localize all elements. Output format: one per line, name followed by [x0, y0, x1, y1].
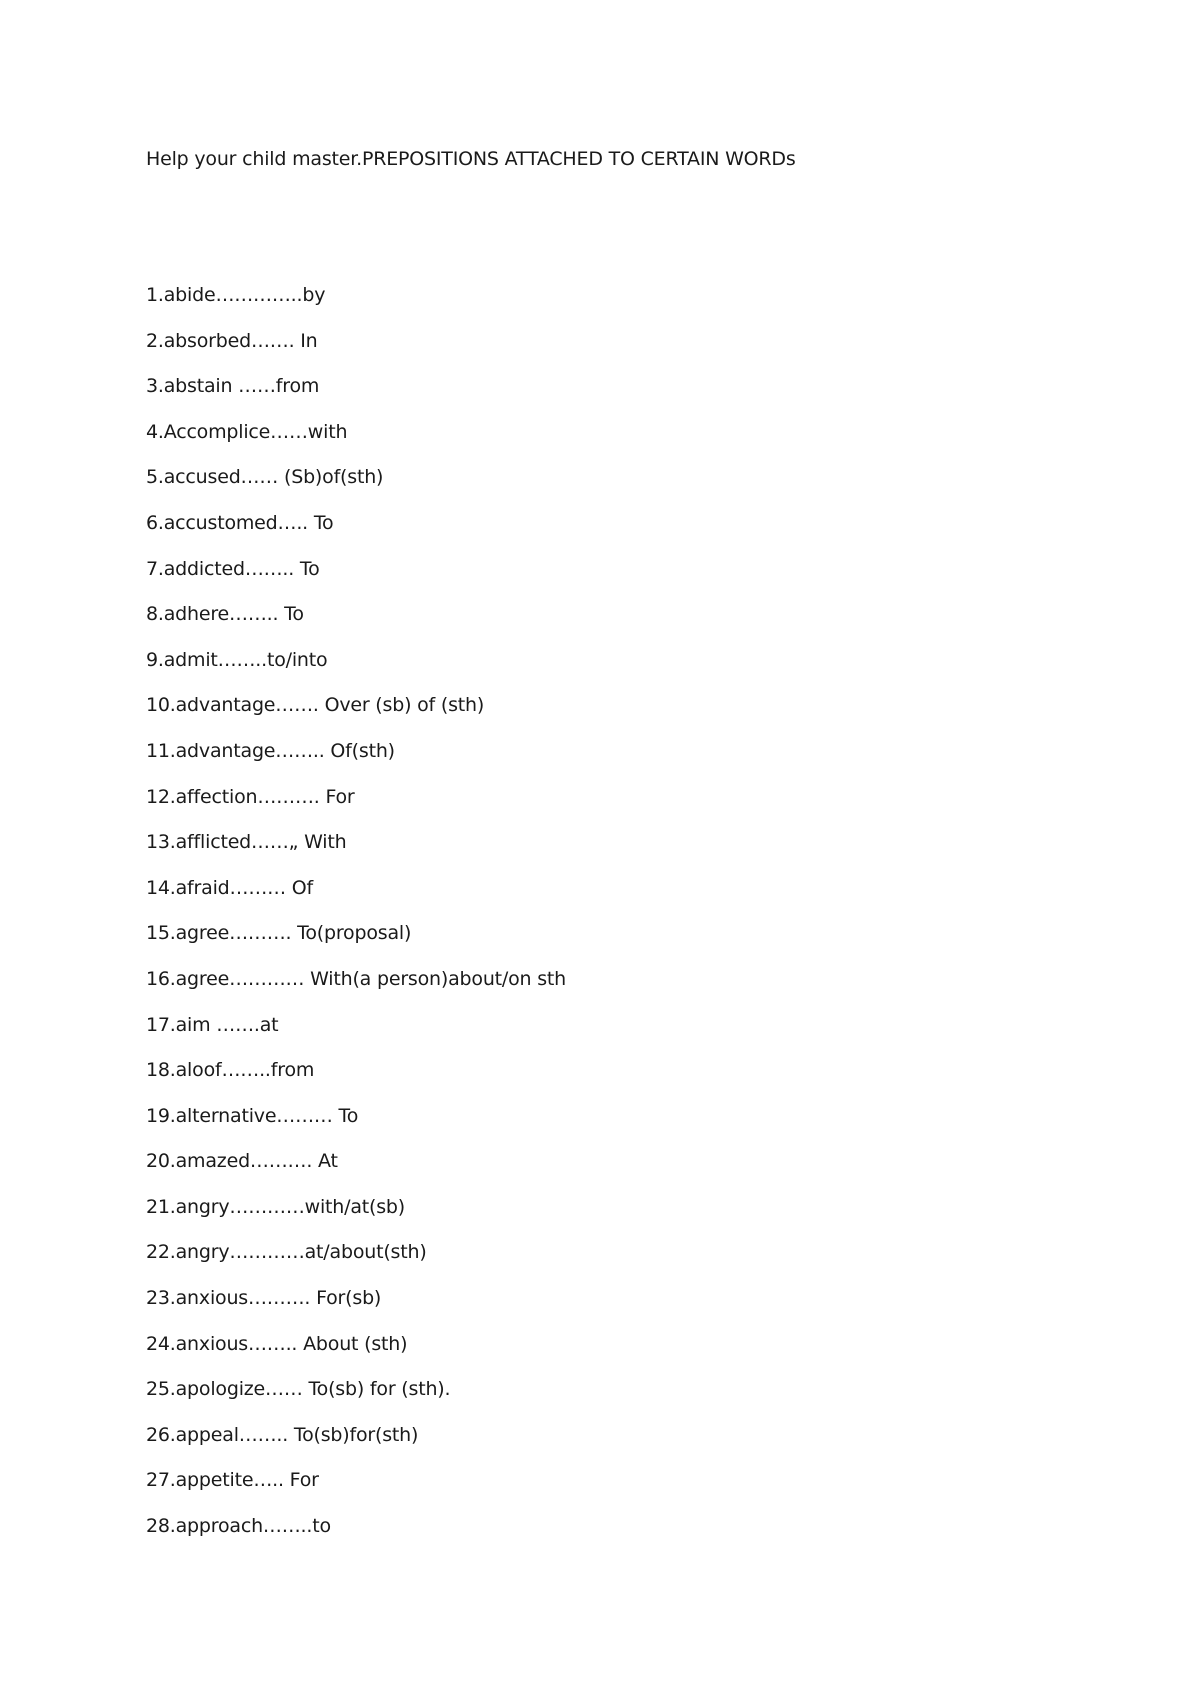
preposition-list	[146, 283, 566, 1560]
list-item: 6.accustomed….. To	[146, 511, 334, 534]
list-item: 1.abide…………..by	[146, 284, 326, 306]
list-item: 25.apologize…… To(sb) for (sth).	[146, 1378, 451, 1401]
list-item: 12.affection………. For	[146, 785, 355, 808]
list-item: 21.angry…………with/at(sb)	[146, 1195, 406, 1218]
list-item: 7.addicted…….. To	[146, 557, 320, 580]
list-item: 23.anxious………. For(sb)	[146, 1287, 382, 1310]
list-item: 9.admit……..to/into	[146, 648, 328, 671]
list-item: 19.alternative……… To	[146, 1104, 359, 1127]
list-item: 16.agree………… With(a person)about/on sth	[146, 967, 567, 990]
list-item: 11.advantage…….. Of(sth)	[146, 739, 395, 762]
list-item: 2.absorbed……. In	[146, 329, 318, 352]
list-item: 15.agree………. To(proposal)	[146, 922, 412, 945]
list-item: 14.afraid……… Of	[146, 876, 314, 899]
list-item: 10.advantage……. Over (sb) of (sth)	[146, 694, 485, 717]
list-item: 27.appetite….. For	[146, 1469, 319, 1492]
list-item: 5.accused…… (Sb)of(sth)	[146, 466, 384, 489]
list-item: 3.abstain ……from	[146, 375, 320, 398]
list-item: 26.appeal…….. To(sb)for(sth)	[146, 1423, 419, 1446]
list-item: 8.adhere…….. To	[146, 603, 304, 626]
list-item: 24.anxious…….. About (sth)	[146, 1332, 408, 1355]
document-title: Help your child master.PREPOSITIONS ATTACHED TO CERTAIN WORDs	[146, 148, 796, 170]
list-item: 4.Accomplice……with	[146, 420, 348, 443]
list-item: 22.angry…………at/about(sth)	[146, 1241, 427, 1264]
list-item: 20.amazed………. At	[146, 1150, 338, 1173]
list-item: 17.aim …….at	[146, 1013, 279, 1036]
list-item: 13.afflicted……„ With	[146, 831, 347, 854]
list-item: 28.approach……..to	[146, 1515, 331, 1538]
list-item: 18.aloof……..from	[146, 1059, 315, 1082]
